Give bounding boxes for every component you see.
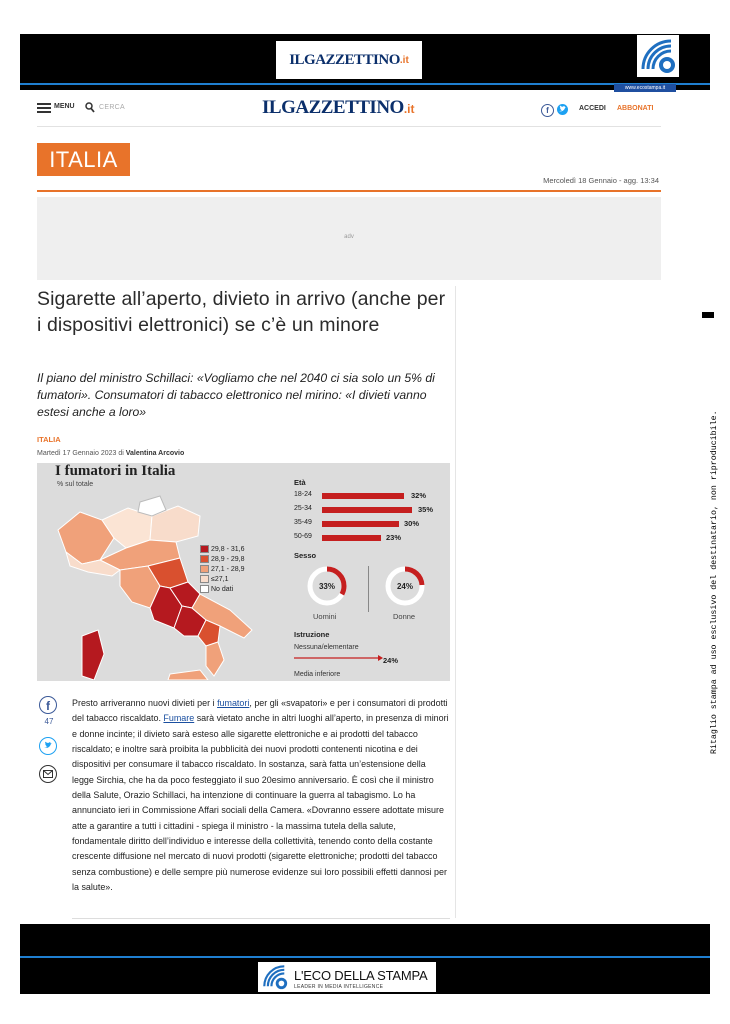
map-region-calabria: [206, 642, 224, 676]
eco-della-stampa-icon: [637, 35, 679, 77]
men-value: 33%: [318, 582, 336, 591]
body-divider: [72, 918, 450, 919]
legend-label: 28,9 - 29,8: [211, 555, 245, 563]
article-category[interactable]: ITALIA: [37, 435, 61, 444]
age-value: 30%: [404, 519, 420, 528]
clipping-logo-text: ILGAZZETTINO: [289, 51, 400, 68]
share-facebook-button[interactable]: f: [39, 696, 57, 714]
age-bar: [322, 521, 399, 527]
legend-entry: [200, 565, 244, 573]
education-heading: Istruzione: [294, 630, 330, 639]
article-title: Sigarette all’aperto, divieto in arrivo (anche per i dispositivi elettronici) se c’è un minore: [37, 288, 446, 336]
legend-label: 27,1 - 28,9: [211, 565, 245, 573]
education-row-label: Nessuna/elementare: [294, 644, 359, 651]
italy-map: [40, 490, 290, 680]
article-body: [72, 696, 450, 895]
legend-entry: [200, 585, 233, 593]
age-value: 32%: [411, 491, 427, 500]
eco-url: www.ecostampa.it: [614, 84, 676, 92]
infographic-title: I fumatori in Italia: [55, 463, 176, 479]
women-label: Donne: [393, 612, 416, 621]
share-email-button[interactable]: [39, 765, 57, 783]
clipping-side-notice: Ritaglio stampa ad uso esclusivo del destinatario, non riproducibile.: [700, 318, 730, 754]
clipping-footer-rule: [20, 956, 710, 958]
body-text: sarà vietato anche in altri luoghi all’aperto, in presenza di minori e donne incinte; il divieto sarà esteso alle sigarette elettroniche e ai prodotti del tabacco riscaldato; e inoltre sarà proibita la pubblicità dei nuovi prodotti contenenti nicotina e dei dispositivi per consumare il tabacco riscaldato. In sostanza, sarà fatta un’estensione della legge Sirchia, che ha da poco festeggiato il suo 20esimo anniversario. È così che il ministro della Salute, Orazio Schillaci, ha intenzione di continuare la guerra al tabagismo. Lo ha annunciato ieri in Commissione Affari sociali della Camera. «Dovranno essere adottate misure atte a garantire a tutti i cittadini - spiega il ministro - la massima tutela della salute, fondamentale diritto dell’individuo e interesse della collettività, tenendo conto della costante crescente diffusione nel mercato di nuovi prodotti (sigarette elettroniche; prodotti del tabacco senza combustione) e delle sempre più numerose evidenze sui loro possibili effetti dannosi per la salute».: [72, 713, 449, 893]
age-heading: Età: [294, 478, 306, 487]
clipping-newspaper-logo: [276, 41, 422, 79]
nav-divider: [37, 126, 661, 127]
legend-label: No dati: [211, 585, 234, 593]
legend-entry: [200, 575, 228, 583]
body-text: , per gli «svapatori» e per i consumatori di prodotti del tabacco riscaldato.: [72, 698, 448, 724]
women-value: 24%: [396, 582, 414, 591]
age-value: 23%: [386, 533, 402, 542]
hamburger-menu-icon[interactable]: [37, 103, 51, 113]
legend-entry: [200, 555, 244, 563]
age-label: 18-24: [294, 491, 312, 498]
eco-della-stampa-icon: [260, 962, 290, 992]
age-bar: [322, 535, 381, 541]
eco-della-stampa-tagline: LEADER IN MEDIA INTELLIGENCE: [294, 984, 384, 990]
age-label: 35-49: [294, 519, 312, 526]
legend-swatch: [200, 585, 209, 593]
twitter-icon[interactable]: [557, 104, 568, 115]
ring-separator: [368, 566, 369, 612]
age-label: 25-34: [294, 505, 312, 512]
facebook-icon[interactable]: f: [541, 104, 554, 117]
article-byline: [37, 450, 184, 457]
column-divider: [455, 286, 456, 918]
site-logo-suffix: .it: [403, 102, 415, 116]
map-region-sardinia: [82, 630, 104, 680]
legend-swatch: [200, 565, 209, 573]
article-subtitle: Il piano del ministro Schillaci: «Vogliamo che nel 2040 ci sia solo un 5% di fumatori». Consumatori di tabacco elettronico nel mirino: «I divieti vanno estesi anche a loro»: [37, 371, 435, 419]
women-ring: [383, 564, 427, 608]
clipping-blue-rule: [20, 83, 710, 85]
education-row-label: Media inferiore: [294, 671, 341, 678]
infographic-subtitle: % sul totale: [57, 481, 94, 488]
age-bar: [322, 507, 412, 513]
clipping-logo-suffix: .it: [399, 54, 409, 66]
article-date: Martedì 17 Gennaio 2023 di: [37, 450, 124, 457]
tag-link-fumatori[interactable]: fumatori: [217, 698, 250, 708]
men-label: Uomini: [313, 612, 337, 621]
article-author[interactable]: Valentina Arcovio: [125, 450, 185, 457]
legend-label: ≤27,1: [211, 575, 229, 583]
eco-della-stampa-name: L'ECO DELLA STAMPA: [294, 968, 428, 983]
search-icon[interactable]: [85, 101, 95, 113]
legend-swatch: [200, 575, 209, 583]
search-button[interactable]: CERCA: [99, 104, 126, 111]
share-count: 47: [44, 717, 54, 726]
menu-button[interactable]: MENU: [54, 103, 75, 110]
men-ring: [305, 564, 349, 608]
sex-heading: Sesso: [294, 551, 317, 560]
legend-entry: [200, 545, 244, 553]
section-rule: [37, 190, 661, 192]
age-bar: [322, 493, 404, 499]
subscribe-link[interactable]: ABBONATI: [617, 105, 654, 112]
section-label[interactable]: ITALIA: [37, 143, 130, 176]
login-link[interactable]: ACCEDI: [579, 105, 606, 112]
site-logo-text: ILGAZZETTINO: [262, 97, 404, 118]
site-logo[interactable]: [262, 97, 415, 119]
body-text: Presto arriveranno nuovi divieti per i: [72, 698, 218, 708]
page-date: Mercoledì 18 Gennaio - agg. 13:34: [543, 176, 659, 185]
age-value: 35%: [418, 505, 434, 514]
education-value: 24%: [383, 656, 399, 665]
legend-label: 29,8 - 31,6: [211, 545, 245, 553]
legend-swatch: [200, 555, 209, 563]
tag-link-fumare[interactable]: Fumare: [163, 713, 195, 724]
legend-swatch: [200, 545, 209, 553]
share-twitter-button[interactable]: [39, 737, 57, 755]
ad-label: adv: [344, 234, 354, 240]
age-label: 50-69: [294, 533, 312, 540]
map-region-sicily-edge: [168, 670, 208, 680]
